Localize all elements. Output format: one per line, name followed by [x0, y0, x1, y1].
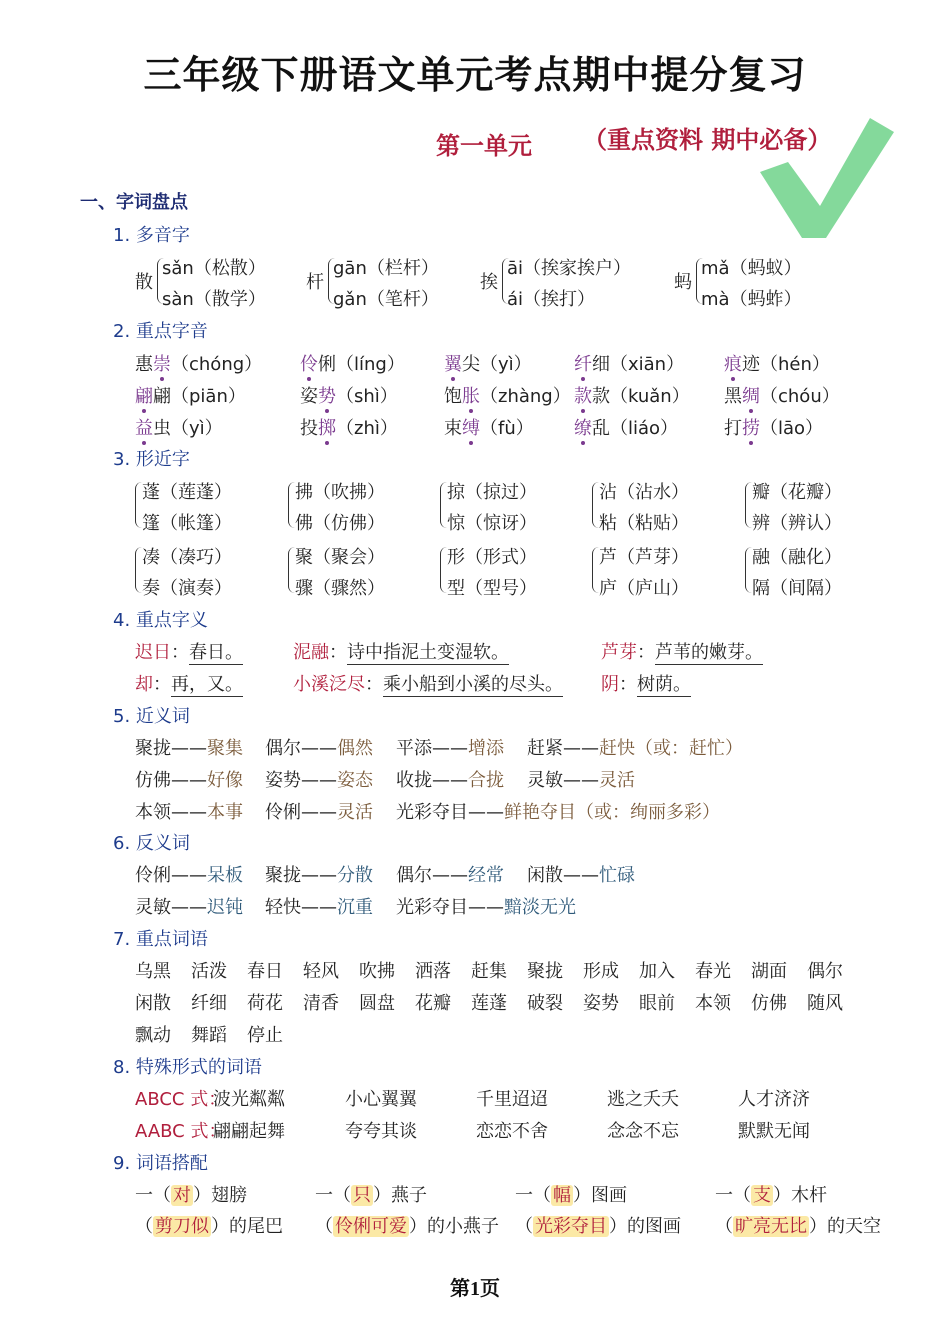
brace-icon — [440, 482, 447, 528]
key-word: 花瓣 — [415, 993, 451, 1014]
meaning-word: 泥融 — [293, 642, 329, 663]
special-word: 翩翩起舞 — [213, 1121, 285, 1142]
word: 聚拢 — [265, 865, 301, 886]
pronunciation-text: 翩（piān） — [153, 386, 246, 407]
similar-char: 篷（帐篷） — [142, 513, 232, 534]
word: 偶尔 — [396, 865, 432, 886]
key-char: 胀 — [462, 386, 480, 407]
key-char: 缭 — [574, 418, 592, 439]
collocation-suffix: ）木杆 — [773, 1185, 827, 1206]
key-word: 吹拂 — [359, 961, 395, 982]
dash: —— — [301, 897, 337, 918]
key-word: 春日 — [247, 961, 283, 982]
pronunciation-item — [135, 350, 262, 376]
key-word: 破裂 — [527, 993, 563, 1014]
unit-label: 第一单元 — [436, 132, 532, 160]
form-type: AABC 式： — [135, 1121, 227, 1142]
similar-char: 沾（沾水） — [599, 482, 689, 503]
similar-char: 瓣（花瓣） — [752, 482, 842, 503]
word: 伶俐 — [265, 802, 301, 823]
page-title: 三年级下册语文单元考点期中提分复习 — [143, 53, 807, 97]
word: 本领 — [135, 802, 171, 823]
key-word: 偶尔 — [807, 961, 843, 982]
pronunciation-item — [444, 350, 532, 376]
pronunciation-item — [574, 382, 690, 408]
meaning-item — [135, 670, 243, 696]
collocation-item — [715, 1212, 881, 1238]
similar-char: 蓬（莲蓬） — [142, 482, 232, 503]
key-word: 飘动 — [135, 1025, 171, 1046]
antonym-pair — [135, 861, 243, 887]
meaning-colon: ： — [637, 642, 655, 663]
antonym-pair — [396, 893, 576, 919]
collocation-item — [315, 1212, 499, 1238]
similar-char: 佛（仿佛） — [295, 513, 385, 534]
collocation-prefix: （ — [135, 1216, 153, 1237]
word: 赶紧 — [527, 738, 563, 759]
key-char: 翩 — [135, 386, 153, 407]
key-word: 洒落 — [415, 961, 451, 982]
pronunciation-item — [724, 350, 830, 376]
similar-char: 骤（骤然） — [295, 578, 385, 599]
collocation-suffix: ）的天空 — [809, 1216, 881, 1237]
pronunciation-item — [724, 414, 823, 440]
pronunciation-item — [574, 414, 678, 440]
synonym-pair — [396, 766, 504, 792]
heading-pronunciation: 2. 重点字音 — [113, 321, 208, 342]
collocation-answer: 光彩夺目 — [535, 1216, 607, 1237]
word-match: 分散 — [337, 865, 373, 886]
synonym-pair — [396, 798, 720, 824]
collocation-suffix: ）翅膀 — [193, 1185, 247, 1206]
word: 灵敏 — [527, 770, 563, 791]
polyphone-char: 散 — [135, 272, 153, 293]
dash: —— — [432, 865, 468, 886]
meaning-definition: 乘小船到小溪的尽头。 — [383, 674, 563, 695]
key-word: 乌黑 — [135, 961, 171, 982]
key-word: 本领 — [695, 993, 731, 1014]
pronunciation-item — [444, 382, 571, 408]
brace-icon — [440, 547, 447, 593]
page-number: 第1页 — [450, 1278, 500, 1300]
collocation-answer: 剪刀似 — [155, 1216, 209, 1237]
key-word: 停止 — [247, 1025, 283, 1046]
pronunciation-text: （fù） — [480, 418, 534, 439]
word: 聚拢 — [135, 738, 171, 759]
pronunciation-prefix: 惠 — [135, 354, 153, 375]
collocation-suffix: ）的图画 — [609, 1216, 681, 1237]
heading-collocations: 9. 词语搭配 — [113, 1153, 208, 1174]
collocation-item — [135, 1181, 247, 1207]
meaning-colon: ： — [619, 674, 637, 695]
key-word: 莲蓬 — [471, 993, 507, 1014]
brace-icon — [135, 547, 142, 593]
key-word: 纤细 — [191, 993, 227, 1014]
word-match: 经常 — [468, 865, 504, 886]
unit-tag: （重点资料 期中必备） — [583, 126, 832, 154]
antonym-pair — [265, 893, 373, 919]
dash: —— — [171, 738, 207, 759]
meaning-item — [601, 670, 691, 696]
collocation-prefix: （ — [515, 1216, 533, 1237]
dash: —— — [171, 802, 207, 823]
key-char: 纤 — [574, 354, 592, 375]
polyphone-char: 蚂 — [674, 272, 692, 293]
key-char: 益 — [135, 418, 153, 439]
key-word: 形成 — [583, 961, 619, 982]
dash: —— — [171, 865, 207, 886]
pronunciation-text: （zhì） — [336, 418, 398, 439]
synonym-pair — [265, 766, 373, 792]
pronunciation-text: 乱（liáo） — [592, 418, 679, 439]
antonym-pair — [527, 861, 635, 887]
brace-icon — [288, 482, 295, 528]
word: 灵敏 — [135, 897, 171, 918]
similar-char: 聚（聚会） — [295, 547, 385, 568]
pronunciation-item — [724, 382, 840, 408]
word: 光彩夺目 — [396, 897, 468, 918]
dash: —— — [301, 738, 337, 759]
key-char: 痕 — [724, 354, 742, 375]
word-match: 聚集 — [207, 738, 243, 759]
key-word: 湖面 — [751, 961, 787, 982]
collocation-suffix: ）燕子 — [373, 1185, 427, 1206]
synonym-pair — [265, 798, 373, 824]
similar-char: 隔（间隔） — [752, 578, 842, 599]
synonym-pair — [135, 798, 243, 824]
pronunciation-prefix: 黑 — [724, 386, 742, 407]
word-match: 本事 — [207, 802, 243, 823]
dash: —— — [563, 770, 599, 791]
meaning-item — [601, 638, 763, 664]
polyphone-reading: mǎ（蚂蚁） — [701, 258, 802, 279]
word-match: 黯淡无光 — [504, 897, 576, 918]
collocation-suffix: ）的尾巴 — [211, 1216, 283, 1237]
dash: —— — [301, 770, 337, 791]
brace-icon — [135, 482, 142, 528]
polyphone-reading: sàn（散学） — [162, 289, 266, 310]
pronunciation-text: 尖（yì） — [462, 354, 532, 375]
key-word: 随风 — [807, 993, 843, 1014]
word-match: 合拢 — [468, 770, 504, 791]
synonym-pair — [396, 734, 504, 760]
brace-icon — [288, 547, 295, 593]
antonym-pair — [265, 861, 373, 887]
collocation-prefix: （ — [315, 1216, 333, 1237]
special-word: 波光粼粼 — [213, 1089, 285, 1110]
synonym-pair — [135, 734, 243, 760]
key-word: 赶集 — [471, 961, 507, 982]
pronunciation-prefix: 投 — [300, 418, 318, 439]
dash: —— — [301, 865, 337, 886]
special-word: 逃之夭夭 — [607, 1089, 679, 1110]
collocation-answer: 幅 — [553, 1185, 571, 1206]
word-match: 赶快（或：赶忙） — [599, 738, 743, 759]
similar-char: 庐（庐山） — [599, 578, 689, 599]
heading-antonyms: 6. 反义词 — [113, 833, 190, 854]
meaning-definition: 再，又。 — [171, 674, 243, 695]
dash: —— — [468, 802, 504, 823]
word-match: 姿态 — [337, 770, 373, 791]
dash: —— — [563, 738, 599, 759]
pronunciation-prefix: 束 — [444, 418, 462, 439]
synonym-pair — [135, 766, 243, 792]
meaning-definition: 芦苇的嫩芽。 — [655, 642, 763, 663]
pronunciation-prefix: 饱 — [444, 386, 462, 407]
polyphone-reading: sǎn（松散） — [162, 258, 266, 279]
pronunciation-item — [574, 350, 684, 376]
key-char: 捞 — [742, 418, 760, 439]
word: 收拢 — [396, 770, 432, 791]
word-match: 鲜艳夺目（或：绚丽多彩） — [504, 802, 720, 823]
dash: —— — [432, 738, 468, 759]
similar-char: 融（融化） — [752, 547, 842, 568]
meaning-word: 却 — [135, 674, 153, 695]
collocation-prefix: 一（ — [135, 1185, 171, 1206]
key-word: 清香 — [303, 993, 339, 1014]
key-word: 轻风 — [303, 961, 339, 982]
polyphone-reading: ái（挨打） — [507, 289, 596, 310]
antonym-pair — [135, 893, 243, 919]
key-char: 翼 — [444, 354, 462, 375]
collocation-prefix: 一（ — [715, 1185, 751, 1206]
form-type: ABCC 式： — [135, 1089, 227, 1110]
meaning-colon: ： — [365, 674, 383, 695]
key-char: 势 — [318, 386, 336, 407]
polyphone-reading: gǎn（笔杆） — [333, 289, 439, 310]
heading-synonyms: 5. 近义词 — [113, 706, 190, 727]
heading-polyphones: 1. 多音字 — [113, 225, 190, 246]
key-word: 加入 — [639, 961, 675, 982]
pronunciation-item — [135, 382, 246, 408]
section-title: 一、字词盘点 — [80, 192, 188, 213]
word-match: 灵活 — [599, 770, 635, 791]
special-word: 念念不忘 — [607, 1121, 679, 1142]
key-char: 掷 — [318, 418, 336, 439]
pronunciation-text: 细（xiān） — [592, 354, 685, 375]
polyphone-reading: mà（蚂蚱） — [701, 289, 802, 310]
pronunciation-text: （lāo） — [760, 418, 824, 439]
polyphone-char: 挨 — [480, 272, 498, 293]
dash: —— — [563, 865, 599, 886]
word: 轻快 — [265, 897, 301, 918]
similar-char: 芦（芦芽） — [599, 547, 689, 568]
special-word: 人才济济 — [738, 1089, 810, 1110]
collocation-answer: 对 — [173, 1185, 191, 1206]
special-word: 默默无闻 — [738, 1121, 810, 1142]
key-char: 绸 — [742, 386, 760, 407]
collocation-answer: 旷亮无比 — [735, 1216, 807, 1237]
meaning-definition: 诗中指泥土变湿软。 — [347, 642, 509, 663]
collocation-suffix: ）图画 — [573, 1185, 627, 1206]
heading-key-words: 7. 重点词语 — [113, 929, 208, 950]
word-match: 增添 — [468, 738, 504, 759]
pronunciation-item — [135, 414, 223, 440]
word-match: 偶然 — [337, 738, 373, 759]
key-char: 款 — [574, 386, 592, 407]
word: 光彩夺目 — [396, 802, 468, 823]
key-word: 眼前 — [639, 993, 675, 1014]
key-word: 仿佛 — [751, 993, 787, 1014]
synonym-pair — [527, 734, 743, 760]
meaning-item — [293, 638, 509, 664]
brace-icon — [745, 547, 752, 593]
special-word: 恋恋不舍 — [476, 1121, 548, 1142]
similar-char: 形（形式） — [447, 547, 537, 568]
meaning-definition: 春日。 — [189, 642, 243, 663]
special-word: 小心翼翼 — [345, 1089, 417, 1110]
pronunciation-text: （chóu） — [760, 386, 840, 407]
pronunciation-item — [300, 350, 405, 376]
dash: —— — [468, 897, 504, 918]
key-word: 春光 — [695, 961, 731, 982]
collocation-item — [315, 1181, 427, 1207]
word: 偶尔 — [265, 738, 301, 759]
pronunciation-text: （zhàng） — [480, 386, 571, 407]
key-word: 姿势 — [583, 993, 619, 1014]
meaning-definition: 树荫。 — [637, 674, 691, 695]
polyphone-reading: gān（栏杆） — [333, 258, 439, 279]
pronunciation-prefix: 打 — [724, 418, 742, 439]
word: 平添 — [396, 738, 432, 759]
pronunciation-text: 俐（líng） — [318, 354, 405, 375]
word: 闲散 — [527, 865, 563, 886]
word: 仿佛 — [135, 770, 171, 791]
similar-char: 粘（粘贴） — [599, 513, 689, 534]
key-word: 圆盘 — [359, 993, 395, 1014]
collocation-answer: 只 — [353, 1185, 371, 1206]
pronunciation-text: 款（kuǎn） — [592, 386, 690, 407]
brace-icon — [592, 482, 599, 528]
checkmark-icon — [752, 110, 902, 245]
meaning-word: 芦芽 — [601, 642, 637, 663]
pronunciation-text: 虫（yì） — [153, 418, 223, 439]
dash: —— — [432, 770, 468, 791]
pronunciation-item — [300, 382, 398, 408]
similar-char: 惊（惊讶） — [447, 513, 537, 534]
word: 姿势 — [265, 770, 301, 791]
key-char: 崇 — [153, 354, 171, 375]
word: 伶俐 — [135, 865, 171, 886]
collocation-answer: 伶俐可爱 — [335, 1216, 407, 1237]
key-char: 缚 — [462, 418, 480, 439]
heading-meanings: 4. 重点字义 — [113, 610, 208, 631]
meaning-colon: ： — [171, 642, 189, 663]
pronunciation-text: （shì） — [336, 386, 398, 407]
similar-char: 掠（掠过） — [447, 482, 537, 503]
dash: —— — [171, 770, 207, 791]
key-word: 闲散 — [135, 993, 171, 1014]
similar-char: 辨（辨认） — [752, 513, 842, 534]
pronunciation-text: （chóng） — [171, 354, 263, 375]
antonym-pair — [396, 861, 504, 887]
special-word: 千里迢迢 — [476, 1089, 548, 1110]
key-word: 聚拢 — [527, 961, 563, 982]
meaning-colon: ： — [153, 674, 171, 695]
word-match: 呆板 — [207, 865, 243, 886]
collocation-item — [515, 1212, 681, 1238]
pronunciation-prefix: 姿 — [300, 386, 318, 407]
meaning-word: 小溪泛尽 — [293, 674, 365, 695]
similar-char: 拂（吹拂） — [295, 482, 385, 503]
key-word: 舞蹈 — [191, 1025, 227, 1046]
brace-icon — [745, 482, 752, 528]
pronunciation-text: 迹（hén） — [742, 354, 830, 375]
key-word: 荷花 — [247, 993, 283, 1014]
key-char: 伶 — [300, 354, 318, 375]
synonym-pair — [265, 734, 373, 760]
heading-similar-chars: 3. 形近字 — [113, 449, 190, 470]
key-word: 活泼 — [191, 961, 227, 982]
word-match: 沉重 — [337, 897, 373, 918]
collocation-item — [715, 1181, 827, 1207]
dash: —— — [301, 802, 337, 823]
meaning-word: 迟日 — [135, 642, 171, 663]
special-word: 夸夸其谈 — [345, 1121, 417, 1142]
collocation-item — [135, 1212, 283, 1238]
collocation-answer: 支 — [753, 1185, 771, 1206]
synonym-pair — [527, 766, 635, 792]
word-match: 迟钝 — [207, 897, 243, 918]
collocation-prefix: 一（ — [315, 1185, 351, 1206]
collocation-item — [515, 1181, 627, 1207]
polyphone-reading: āi（挨家挨户） — [507, 258, 632, 279]
collocation-prefix: 一（ — [515, 1185, 551, 1206]
collocation-suffix: ）的小燕子 — [409, 1216, 499, 1237]
collocation-prefix: （ — [715, 1216, 733, 1237]
meaning-word: 阴 — [601, 674, 619, 695]
meaning-item — [135, 638, 243, 664]
word-match: 灵活 — [337, 802, 373, 823]
similar-char: 型（型号） — [447, 578, 537, 599]
word-match: 忙碌 — [599, 865, 635, 886]
meaning-colon: ： — [329, 642, 347, 663]
word-match: 好像 — [207, 770, 243, 791]
brace-icon — [592, 547, 599, 593]
similar-char: 凑（凑巧） — [142, 547, 232, 568]
polyphone-char: 杆 — [306, 272, 324, 293]
heading-special-forms: 8. 特殊形式的词语 — [113, 1057, 262, 1078]
pronunciation-item — [444, 414, 534, 440]
dash: —— — [171, 897, 207, 918]
meaning-item — [293, 670, 563, 696]
similar-char: 奏（演奏） — [142, 578, 232, 599]
pronunciation-item — [300, 414, 398, 440]
